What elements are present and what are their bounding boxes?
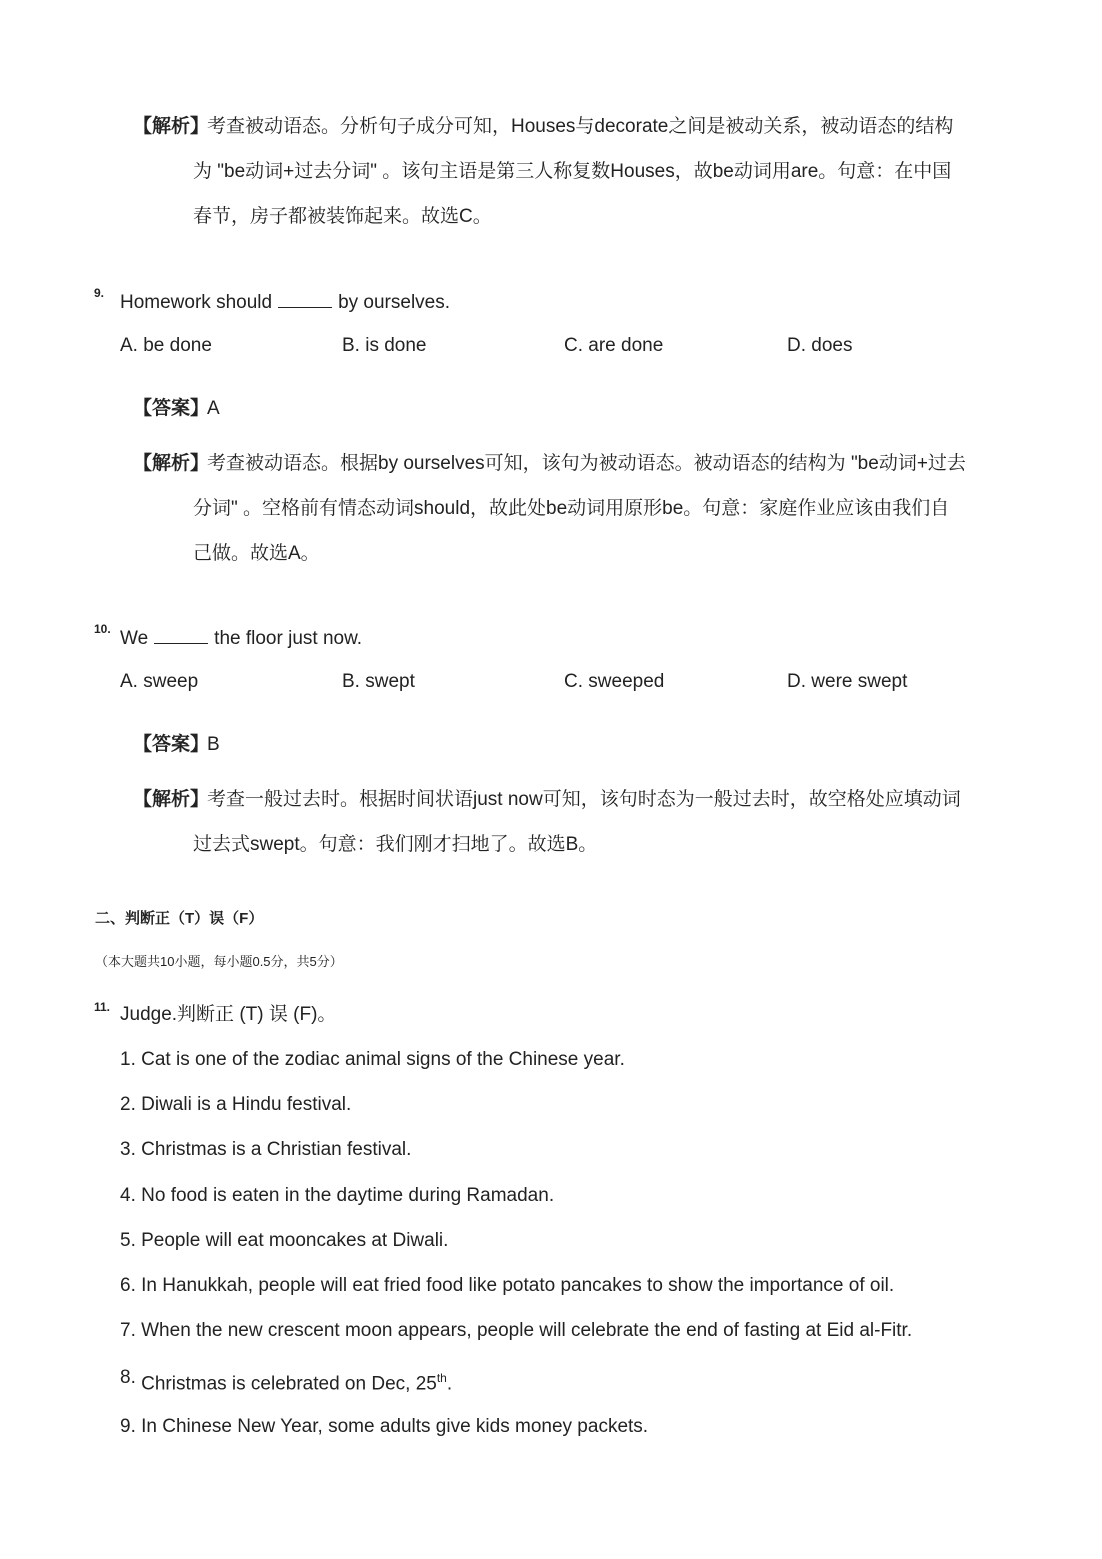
option-a: A. sweep — [120, 671, 199, 692]
judge-item-end: . — [446, 1373, 453, 1395]
judge-item: 2. Diwali is a Hindu festival. — [120, 1094, 352, 1115]
judge-item: 6. In Hanukkah, people will eat fried food like potato pancakes to show the importance of oil. — [120, 1275, 895, 1296]
analysis-text-line: 考查被动语态。分析句子成分可知，Houses与decorate之间是被动关系，被动语态的结构 — [207, 116, 954, 137]
analysis-text-line: 分词" 。空格前有情态动词should，故此处be动词用原形be。句意：家庭作业应该由我们自 — [193, 498, 950, 519]
analysis-text-line: 考查一般过去时。根据时间状语just now可知，该句时态为一般过去时，故空格处应填动词 — [207, 789, 961, 810]
option-d: D. does — [787, 335, 853, 356]
question-stem — [120, 625, 362, 651]
ordinal-suffix: th — [436, 1371, 447, 1385]
answer-tag: 【答案】 — [133, 734, 210, 755]
analysis-tag: 【解析】 — [133, 116, 210, 137]
section-title: 二、判断正（T）误（F） — [95, 910, 264, 927]
analysis-text-line: 考查被动语态。根据by ourselves可知，该句为被动语态。被动语态的结构为 "be动词+过去 — [207, 453, 966, 474]
analysis-text-line: 春节，房子都被装饰起来。故选C。 — [193, 206, 492, 227]
section-note: （本大题共10小题，每小题0.5分，共5分） — [95, 954, 343, 969]
option-c: C. sweeped — [564, 671, 665, 692]
stem-before: Homework should — [120, 292, 273, 313]
judge-item: 9. In Chinese New Year, some adults give kids money packets. — [120, 1416, 649, 1437]
question-number: 10. — [94, 622, 111, 636]
answer-tag: 【答案】 — [133, 398, 210, 419]
option-d: D. were swept — [787, 671, 908, 692]
option-c: C. are done — [564, 335, 664, 356]
analysis-text-line: 为 "be动词+过去分词" 。该句主语是第三人称复数Houses，故be动词用are。句意：在中国 — [193, 161, 952, 182]
stem-after: by ourselves. — [338, 292, 451, 313]
judge-item: 7. When the new crescent moon appears, people will celebrate the end of fasting at Eid al-Fitr. — [120, 1320, 913, 1341]
option-b: B. is done — [342, 335, 427, 356]
option-a: A. be done — [120, 335, 212, 356]
answer-blank — [278, 289, 332, 308]
analysis-text-line: 己做。故选A。 — [193, 543, 320, 564]
option-b: B. swept — [342, 671, 415, 692]
answer-value: B — [207, 734, 220, 755]
judge-item: 4. No food is eaten in the daytime during Ramadan. — [120, 1185, 555, 1206]
judge-item: 1. Cat is one of the zodiac animal signs of the Chinese year. — [120, 1049, 625, 1070]
analysis-text-line: 过去式swept。句意：我们刚才扫地了。故选B。 — [193, 834, 598, 855]
judge-item — [120, 1366, 452, 1396]
stem-before: We — [120, 628, 149, 649]
stem-after: the floor just now. — [214, 628, 363, 649]
answer-blank — [154, 625, 208, 644]
question-stem: Judge.判断正 (T) 误 (F)。 — [120, 1004, 337, 1025]
judge-item-text: Christmas is celebrated on Dec, 25 — [141, 1373, 437, 1395]
analysis-tag: 【解析】 — [133, 453, 210, 474]
judge-item: 5. People will eat mooncakes at Diwali. — [120, 1230, 449, 1251]
question-stem — [120, 289, 450, 315]
question-number: 11. — [94, 1000, 111, 1014]
analysis-tag: 【解析】 — [133, 789, 210, 810]
question-number: 9. — [94, 286, 105, 300]
judge-item: 3. Christmas is a Christian festival. — [120, 1139, 412, 1160]
answer-value: A — [207, 398, 220, 419]
judge-item-number: 8. — [120, 1367, 136, 1389]
